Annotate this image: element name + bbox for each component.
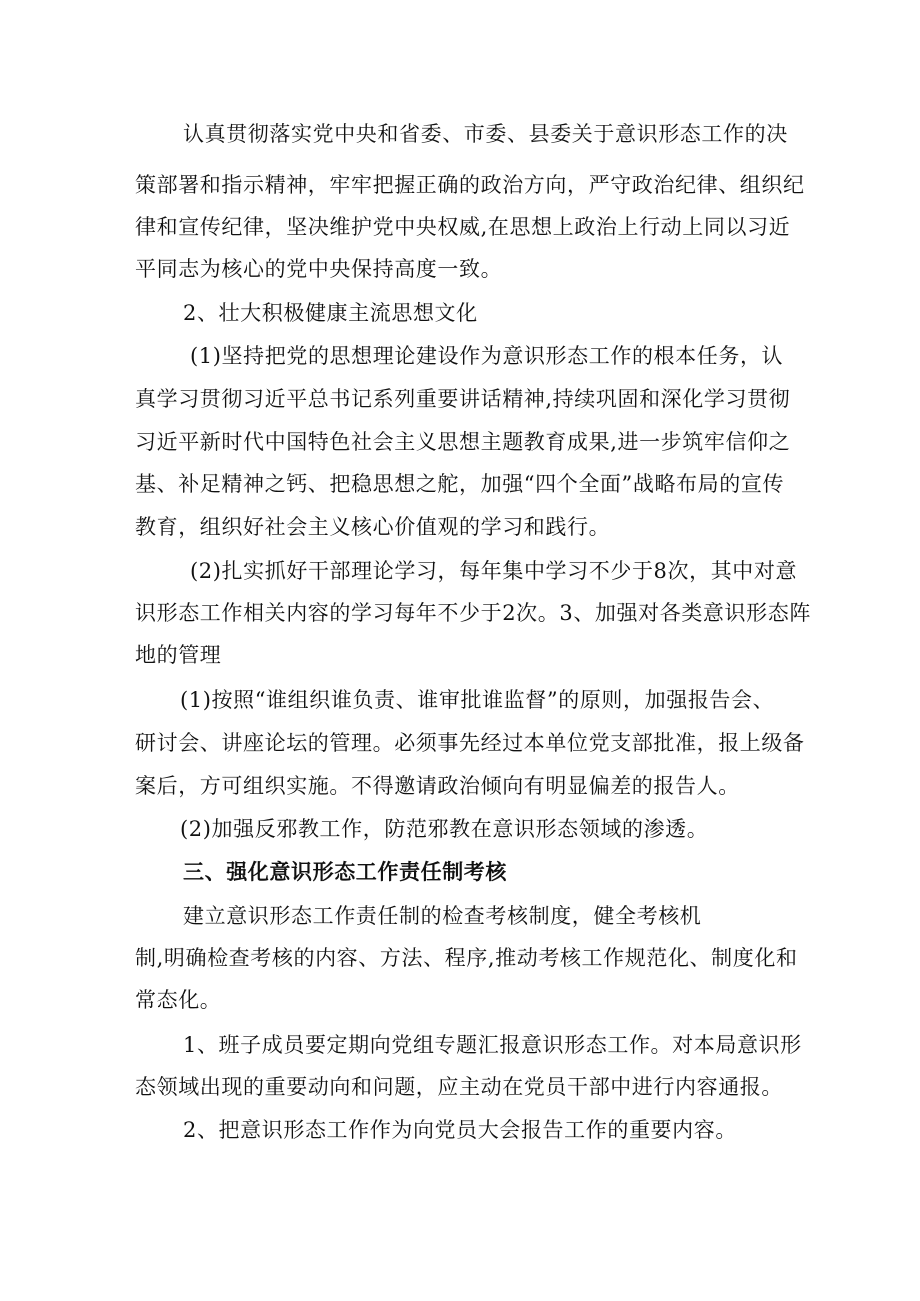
section-heading-3: 三、强化意识形态工作责任制考核	[183, 859, 507, 884]
paragraph-4-line-3: 案后，方可组织实施。不得邀请政治倾向有明显偏差的报告人。	[135, 774, 740, 798]
paragraph-4-line-2: 研讨会、讲座论坛的管理。必须事先经过本单位党支部批准，报上级备	[135, 731, 805, 755]
paragraph-2-line-1: (1)坚持把党的思想理论建设作为意识形态工作的根本任务，认	[190, 344, 784, 368]
paragraph-7-line-2: 态领域出现的重要动向和问题，应主动在党员干部中进行内容通报。	[135, 1075, 783, 1099]
paragraph-8-line-1: 2、把意识形态工作作为向党员大会报告工作的重要内容。	[183, 1118, 737, 1142]
paragraph-7-line-1: 1、班子成员要定期向党组专题汇报意识形态工作。对本局意识形	[183, 1033, 802, 1057]
paragraph-2-line-2: 真学习贯彻习近平总书记系列重要讲话精神,持续巩固和深化学习贯彻	[135, 387, 791, 411]
paragraph-2-line-5: 教育，组织好社会主义核心价值观的学习和践行。	[135, 515, 611, 539]
paragraph-3-line-3: 地的管理	[135, 643, 222, 667]
paragraph-6-line-2: 制,明确检查考核的内容、方法、程序,推动考核工作规范化、制度化和	[135, 946, 798, 970]
paragraph-3-line-1: (2)扎实抓好干部理论学习，每年集中学习不少于8次，其中对意	[190, 559, 798, 583]
paragraph-4-line-1: (1)按照“谁组织谁负责、谁审批谁监督”的原则，加强报告会、	[180, 688, 775, 712]
section-heading-2: 2、壮大积极健康主流思想文化	[183, 301, 478, 325]
paragraph-2-line-4: 基、补足精神之钙、把稳思想之舵，加强“四个全面”战略布局的宣传	[135, 472, 785, 496]
paragraph-1-line-1: 认真贯彻落实党中央和省委、市委、县委关于意识形态工作的决	[183, 122, 788, 146]
paragraph-6-line-3: 常态化。	[135, 988, 222, 1012]
paragraph-2-line-3: 习近平新时代中国特色社会主义思想主题教育成果,进一步筑牢信仰之	[135, 430, 791, 454]
paragraph-1-line-2: 策部署和指示精神，牢牢把握正确的政治方向，严守政治纪律、组织纪	[135, 173, 805, 197]
paragraph-1-line-4: 平同志为核心的党中央保持高度一致。	[135, 257, 503, 281]
paragraph-1-line-3: 律和宣传纪律，坚决维护党中央权威,在思想上政治上行动上同以习近	[135, 215, 791, 239]
paragraph-3-line-2: 识形态工作相关内容的学习每年不少于2次。3、加强对各类意识形态阵	[135, 601, 811, 625]
paragraph-6-line-1: 建立意识形态工作责任制的检查考核制度，健全考核机	[183, 904, 702, 928]
paragraph-5-line-1: (2)加强反邪教工作，防范邪教在意识形态领域的渗透。	[180, 817, 709, 841]
